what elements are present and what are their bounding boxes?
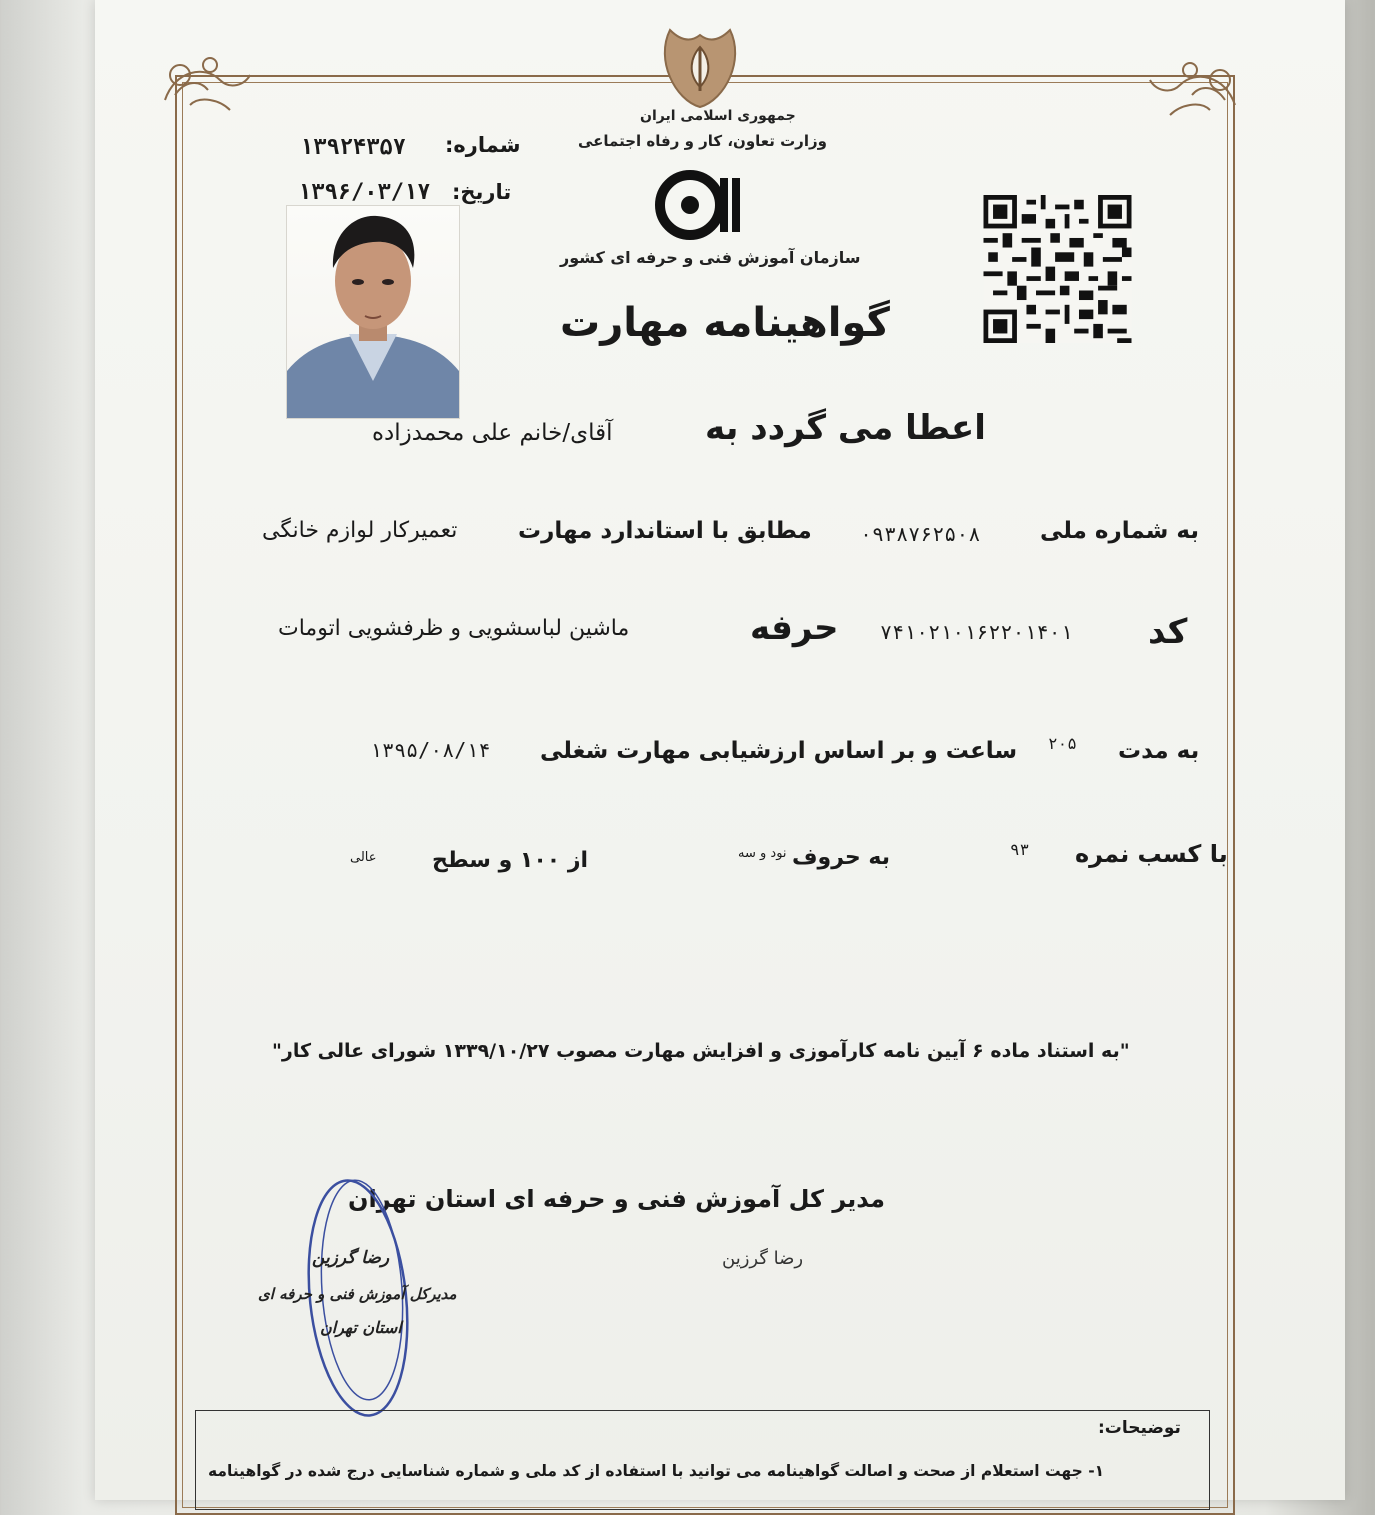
stamp-line-3: استان تهران bbox=[320, 1318, 402, 1337]
national-id-value: ۰۹۳۸۷۶۲۵۰۸ bbox=[860, 522, 981, 546]
recipient-photo bbox=[286, 205, 460, 419]
date-label: تاریخ: bbox=[452, 180, 512, 204]
notes-item-1: ۱- جهت استعلام از صحت و اصالت گواهینامه می توانید با استفاده از کد ملی و شماره شناسایی درج شده در گواهینامه bbox=[208, 1462, 1105, 1480]
left-corner-ornament-icon bbox=[150, 40, 260, 120]
duration-label: به مدت bbox=[1118, 738, 1200, 764]
score-words-value: نود و سه bbox=[738, 846, 787, 861]
qr-code-icon[interactable] bbox=[980, 195, 1135, 343]
trade-value: ماشین لباسشویی و ظرفشویی اتومات bbox=[278, 616, 630, 641]
stamp-line-2: مدیرکل آموزش فنی و حرفه ای bbox=[258, 1285, 457, 1303]
code-label: کد bbox=[1148, 612, 1188, 652]
notes-heading: توضیحات: bbox=[1098, 1418, 1181, 1438]
score-value: ۹۳ bbox=[1010, 840, 1030, 859]
assessment-date: ۱۳۹۵/۰۸/۱۴ bbox=[370, 738, 491, 762]
organization-name: سازمان آموزش فنی و حرفه ای کشور bbox=[560, 248, 861, 267]
certificate-title: گواهینامه مهارت bbox=[560, 300, 890, 346]
signatory-title: مدیر کل آموزش فنی و حرفه ای استان تهران bbox=[348, 1185, 885, 1213]
iran-emblem-icon bbox=[655, 25, 745, 110]
national-id-label: به شماره ملی bbox=[1040, 518, 1199, 544]
number-value: ۱۳۹۲۴۳۵۷ bbox=[300, 135, 406, 160]
assessment-basis-label: ساعت و بر اساس ارزشیابی مهارت شغلی bbox=[540, 738, 1018, 764]
standard-value: تعمیرکار لوازم خانگی bbox=[262, 518, 458, 543]
score-label: با کسب نمره bbox=[1075, 840, 1228, 868]
notes-box bbox=[195, 1410, 1210, 1510]
date-value: ۱۳۹۶/۰۳/۱۷ bbox=[298, 180, 431, 205]
tvto-logo-icon bbox=[650, 170, 745, 240]
right-corner-ornament-icon bbox=[1140, 45, 1250, 125]
score-out-of: از ۱۰۰ و سطح bbox=[432, 848, 589, 873]
recipient-name: آقای/خانم علی محمدزاده bbox=[372, 420, 613, 446]
number-label: شماره: bbox=[445, 133, 521, 157]
stamp-line-1: رضا گرزین bbox=[312, 1248, 390, 1268]
trade-label: حرفه bbox=[750, 608, 839, 648]
score-level: عالی bbox=[350, 850, 377, 865]
signatory-name: رضا گرزین bbox=[722, 1248, 804, 1269]
legal-reference: "به استناد ماده ۶ آیین نامه کارآموزی و افزایش مهارت مصوب ۱۳۳۹/۱۰/۲۷ شورای عالی کار" bbox=[272, 1040, 1130, 1062]
standard-label: مطابق با استاندارد مهارت bbox=[518, 518, 812, 544]
score-words-label: به حروف bbox=[792, 845, 891, 870]
ministry-name: وزارت تعاون، کار و رفاه اجتماعی bbox=[578, 132, 827, 150]
duration-value: ۲۰۵ bbox=[1048, 734, 1077, 753]
country-name: جمهوری اسلامی ایران bbox=[640, 108, 796, 124]
awarded-label: اعطا می گردد به bbox=[705, 408, 986, 448]
code-value: ۷۴۱۰۲۱۰۱۶۲۲۰۱۴۰۱ bbox=[880, 620, 1073, 644]
